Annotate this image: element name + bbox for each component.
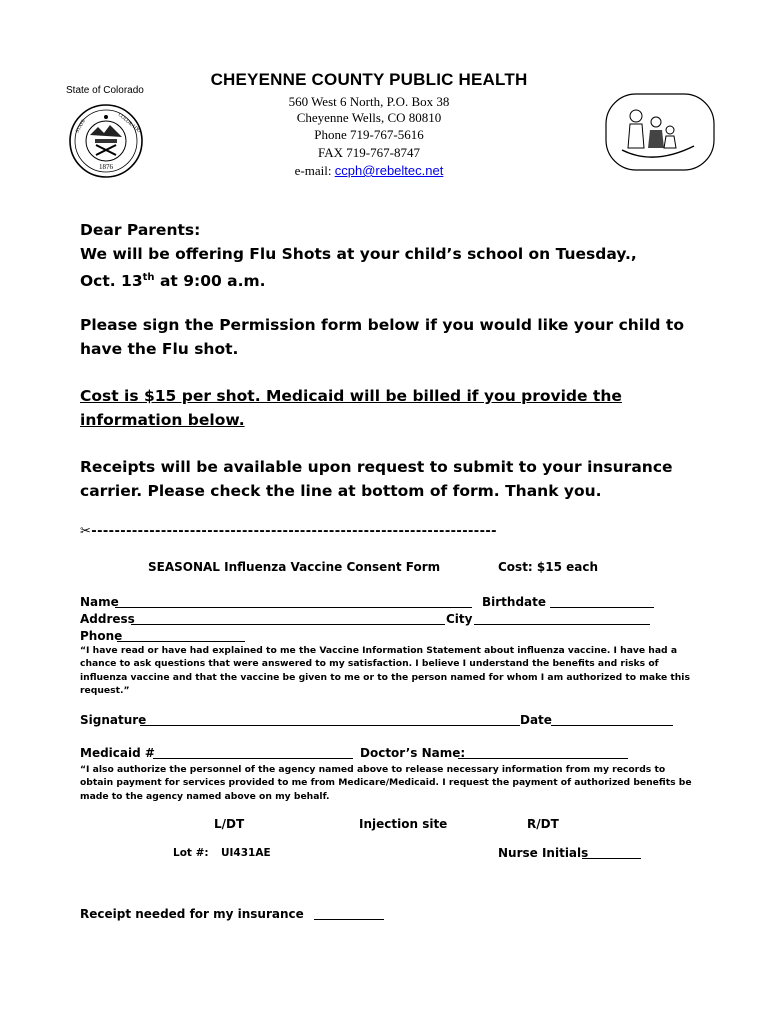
email-row: [224, 163, 514, 179]
scissors-icon: ✂: [80, 524, 92, 539]
fax-number: FAX 719-767-8747: [318, 145, 420, 160]
family-logo-icon: [604, 92, 716, 172]
nurse-initials-field[interactable]: [582, 858, 641, 859]
city-field[interactable]: [474, 624, 650, 625]
lot-label: Lot #:: [173, 847, 209, 859]
permission-paragraph: Please sign the Permission form below if you would like your child to have the Flu shot.: [80, 316, 684, 358]
letter-intro: [80, 218, 700, 293]
rdt-label: R/DT: [527, 817, 559, 831]
letter-line2-date: Oct. 13: [80, 272, 143, 291]
consent-statement: “I have read or have had explained to me the Vaccine Information Statement about influenza vaccine. I have had a chance to ask questions that were answered to my satisfaction. I believe I understand the benefits and risks of influenza vaccine and that the vaccine be given to me or to the person named for whom I am authorized to make this request.”: [80, 645, 690, 697]
address-label: Address: [80, 612, 135, 626]
lot-value: UI431AE: [221, 847, 271, 859]
date-field[interactable]: [551, 725, 673, 726]
ldt-label: L/DT: [214, 817, 245, 831]
address-line2: Cheyenne Wells, CO 80810: [296, 110, 442, 125]
receipts-paragraph: Receipts will be available upon request to submit to your insurance carrier. Please check the line at bottom of form. Thank you.: [80, 458, 673, 500]
date-label: Date: [520, 713, 552, 727]
greeting: Dear Parents:: [80, 221, 201, 239]
city-label: City: [446, 612, 473, 626]
birthdate-label: Birthdate: [482, 595, 547, 609]
svg-text:STATE: STATE: [75, 118, 88, 134]
email-link[interactable]: ccph@rebeltec.net: [334, 163, 444, 178]
medicaid-label: Medicaid #: [80, 746, 155, 760]
doctor-label: Doctor’s Name:: [360, 746, 466, 760]
cut-line: [80, 524, 497, 539]
doctor-field[interactable]: [458, 758, 628, 759]
email-label: e-mail:: [294, 163, 335, 178]
cost-paragraph: Cost is $15 per shot. Medicaid will be billed if you provide the information below.: [80, 387, 622, 429]
address-field[interactable]: [131, 624, 445, 625]
form-title: SEASONAL Influenza Vaccine Consent Form: [148, 560, 441, 574]
nurse-initials-label: Nurse Initials: [498, 846, 589, 860]
phone-label: Phone: [80, 629, 123, 643]
svg-text:COLORADO: COLORADO: [116, 112, 142, 135]
name-field[interactable]: [115, 607, 472, 608]
colorado-state-seal-icon: [68, 103, 144, 179]
medicaid-field[interactable]: [153, 758, 353, 759]
seal-year: 1876: [99, 163, 113, 171]
receipt-field[interactable]: [314, 919, 384, 920]
address-line1: 560 West 6 North, P.O. Box 38: [288, 94, 450, 109]
authorization-statement: “I also authorize the personnel of the agency named above to release necessary information from my records to obtain payment for services provided to me from Medicare/Medicaid. I request the payment of authorized benefits be made to the agency named above on my behalf.: [80, 764, 692, 802]
state-label: State of Colorado: [66, 85, 144, 96]
name-label: Name: [80, 595, 119, 609]
form-cost: Cost: $15 each: [498, 560, 599, 574]
injection-site-label: Injection site: [359, 817, 448, 831]
agency-name: CHEYENNE COUNTY PUBLIC HEALTH: [210, 70, 528, 89]
letter-line2-time: at 9:00 a.m.: [154, 272, 266, 291]
phone-field[interactable]: [117, 641, 245, 642]
letter-line1: We will be offering Flu Shots at your child’s school on Tuesday.,: [80, 245, 637, 263]
signature-label: Signature: [80, 713, 147, 727]
receipt-label: Receipt needed for my insurance: [80, 907, 304, 921]
phone-number: Phone 719-767-5616: [314, 127, 424, 142]
letter-line2-sup: th: [142, 272, 155, 283]
birthdate-field[interactable]: [550, 607, 654, 608]
cut-dashes: ----------------------------------------------------------------------: [91, 524, 497, 539]
signature-field[interactable]: [140, 725, 520, 726]
letter-line2: [80, 266, 700, 293]
